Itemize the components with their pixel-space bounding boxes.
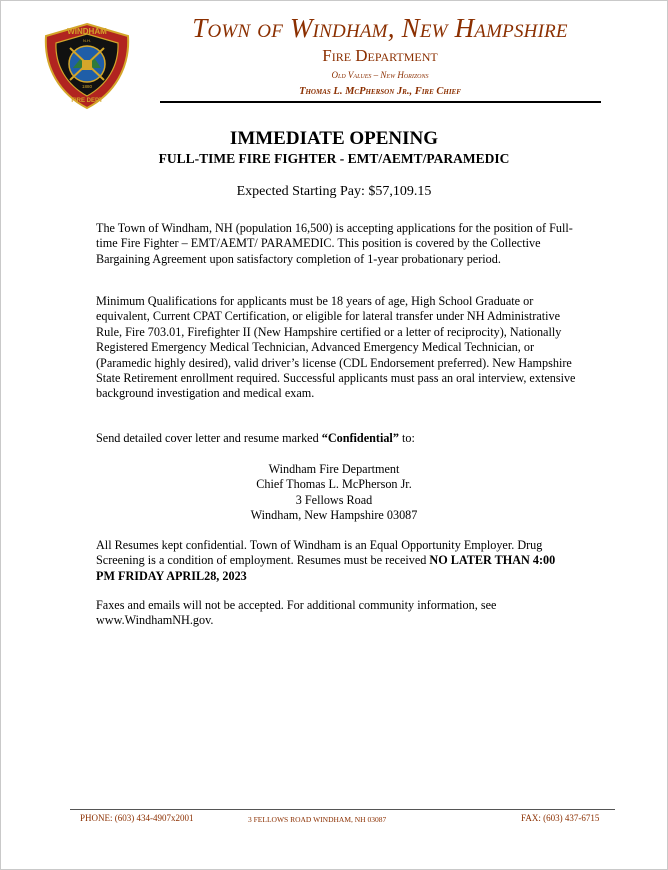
town-name: Town of Windham, New Hampshire (192, 13, 568, 43)
confidential-label: “Confidential” (321, 431, 399, 445)
footer-fax: FAX: (603) 437-6715 (521, 813, 600, 823)
closing-paragraph: Faxes and emails will not be accepted. For additional community information, see www.WindhamNH.gov. (96, 598, 497, 628)
mailing-address (0, 462, 668, 524)
qualifications-paragraph: Minimum Qualifications for applicants must be 18 years of age, High School Graduate or equivalent, Current CPAT Certification, or eligible for lateral transfer under NH Administrative Rule, Fire 703.01, Firefighter II (New Hampshire certified or a letter of reciprocity), Nationally Registered Emergency Medical Technician, Advanced Emergency Medical Technician, or (Paramedic highly desired), valid driver’s license (CDL Endorsement preferred). New Hampshire State Retirement enrollment required. Successful applicants must pass an oral interview, extensive background investigation and medical exam. (96, 294, 576, 401)
footer-phone: PHONE: (603) 434-4907x2001 (80, 813, 194, 823)
seal-inner-text: N.H. (83, 38, 91, 43)
department-name: Fire Department (322, 46, 438, 65)
deadline-text: NO LATER THAN 4:00 PM FRIDAY APRIL28, 2023 (96, 553, 556, 583)
deadline-paragraph (96, 538, 576, 584)
posting-title: IMMEDIATE OPENING (229, 128, 439, 149)
department-motto: Old Values – New Horizons (331, 70, 429, 80)
send-instructions-text: Send detailed cover letter and resume marked (96, 431, 322, 445)
fire-department-seal (42, 22, 132, 110)
starting-pay: Expected Starting Pay: $57,109.15 (236, 184, 432, 199)
chief-name: Thomas L. McPherson Jr., Fire Chief (299, 86, 461, 97)
footer-divider (70, 809, 615, 810)
letterhead (160, 12, 600, 99)
seal-top-text: WINDHAM (67, 27, 107, 36)
header-divider (160, 101, 601, 103)
address-line: Windham, New Hampshire 03087 (250, 508, 418, 523)
address-line: Windham Fire Department (268, 462, 400, 476)
address-line: 3 Fellows Road (295, 492, 373, 507)
send-instructions-suffix: to: (398, 431, 415, 445)
intro-paragraph: The Town of Windham, NH (population 16,500) is accepting applications for the position of Full-time Fire Fighter – EMT/AEMT/ PARAMEDIC. This position is covered by the Collective Bargaining Agreement upon satisfactory completion of 1-year probationary period. (96, 221, 573, 266)
posting-subtitle: FULL-TIME FIRE FIGHTER - EMT/AEMT/PARAMEDIC (158, 151, 510, 166)
send-instructions (96, 431, 576, 446)
address-line: Chief Thomas L. McPherson Jr. (256, 477, 412, 492)
seal-year: 1880 (81, 84, 93, 89)
seal-bottom-text: FIRE DEPT (71, 98, 103, 104)
eeo-text: All Resumes kept confidential. Town of Windham is an Equal Opportunity Employer. Drug Screening is a condition of employment. Resumes must be received (96, 538, 543, 568)
footer-address: 3 FELLOWS ROAD WINDHAM, NH 03087 (248, 815, 387, 824)
